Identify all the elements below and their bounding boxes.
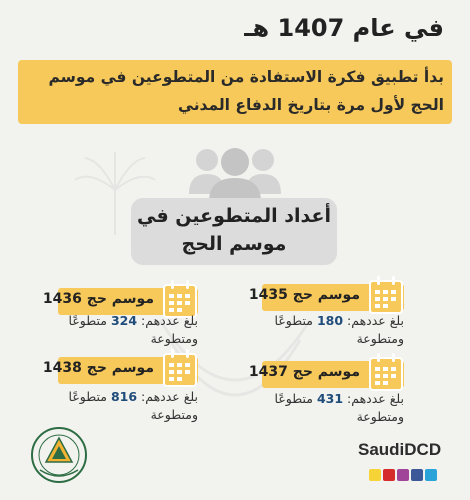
intro-line-2: الحج لأول مرة بتاريخ الدفاع المدني <box>178 96 444 114</box>
volunteer-count: 816 <box>110 389 138 404</box>
season-card-header <box>248 284 404 311</box>
season-card-header <box>248 361 404 388</box>
intro-line-1: بدأ تطبيق فكرة الاستفادة من المتطوعين في موسم <box>48 68 444 86</box>
snapchat-icon[interactable] <box>369 469 381 481</box>
pill-line-1: أعداد المتطوعين في <box>136 205 332 227</box>
volunteer-count: 431 <box>316 391 344 406</box>
season-label: موسم حج 1437 <box>248 364 360 380</box>
season-label: موسم حج 1436 <box>42 291 154 307</box>
season-count: بلغ عددهم: 180 متطوعًا ومتطوعة <box>274 313 404 346</box>
facebook-icon[interactable] <box>411 469 423 481</box>
instagram-icon[interactable] <box>397 469 409 481</box>
intro-text <box>26 63 444 119</box>
pill-line-2: موسم الحج <box>181 233 287 255</box>
civil-defense-emblem <box>30 426 88 484</box>
volunteers-title-box <box>131 198 337 265</box>
youtube-icon[interactable] <box>383 469 395 481</box>
calendar-icon <box>368 275 404 315</box>
season-card-header <box>42 288 198 315</box>
social-icons <box>369 469 437 481</box>
season-label: موسم حج 1438 <box>42 360 154 376</box>
season-count: بلغ عددهم: 431 متطوعًا ومتطوعة <box>274 391 404 424</box>
season-card-header <box>42 357 198 384</box>
intro-banner <box>18 60 452 124</box>
calendar-icon <box>368 352 404 392</box>
season-count: بلغ عددهم: 816 متطوعًا ومتطوعة <box>68 389 198 422</box>
season-label: موسم حج 1435 <box>248 287 360 303</box>
volunteer-count: 180 <box>316 313 344 328</box>
season-count: بلغ عددهم: 324 متطوعًا ومتطوعة <box>68 313 198 346</box>
people-group-icon <box>185 142 285 202</box>
brand-handle: SaudiDCD <box>358 440 442 459</box>
volunteer-count: 324 <box>110 313 138 328</box>
twitter-icon[interactable] <box>425 469 437 481</box>
headline: في عام 1407 هـ <box>244 14 444 42</box>
calendar-icon <box>162 348 198 388</box>
